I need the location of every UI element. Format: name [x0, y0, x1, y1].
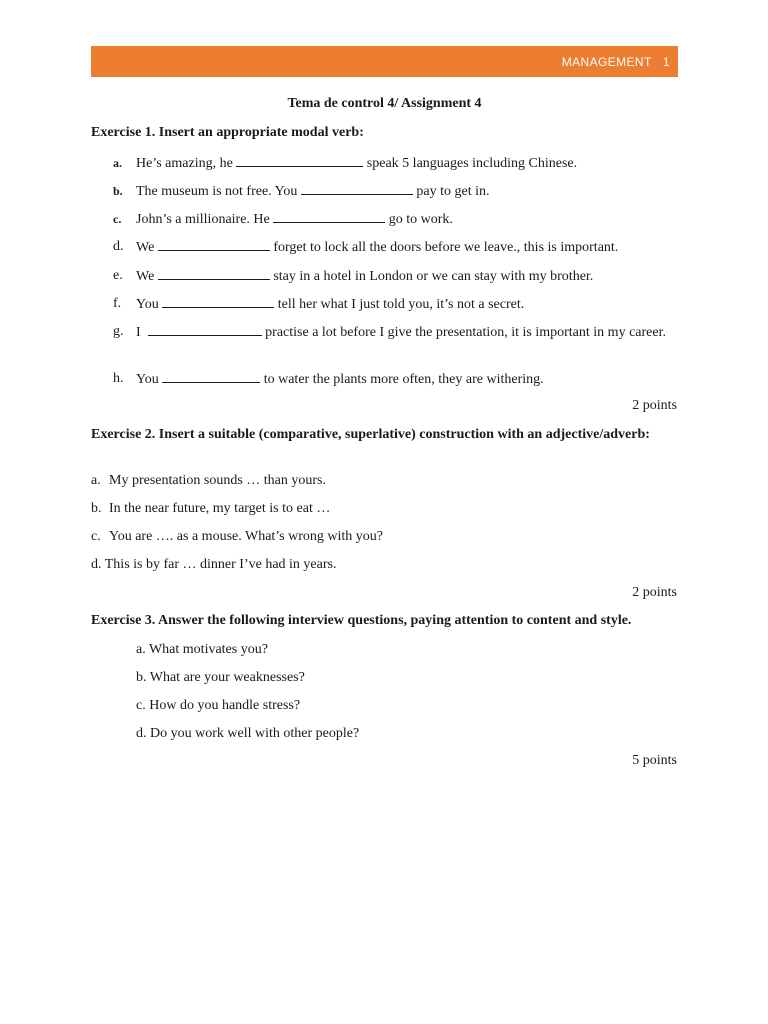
item-label: d.: [136, 726, 147, 741]
item-text-before: John’s a millionaire. He: [136, 212, 270, 227]
item-label: c.: [91, 529, 101, 544]
item-text-after: go to work.: [388, 212, 453, 227]
item-text-before: You: [136, 372, 159, 387]
item-text: [136, 267, 678, 285]
exercise1-heading: Exercise 1. Insert an appropriate modal verb:: [91, 125, 364, 140]
answer-blank: [158, 267, 270, 280]
item-label: a.: [113, 156, 122, 170]
item-label: d.: [113, 239, 124, 254]
item-text: [136, 154, 678, 172]
item-text: [136, 295, 678, 313]
item-text: [136, 210, 678, 228]
item-text: [136, 238, 678, 256]
item-text: Do you work well with other people?: [150, 726, 360, 741]
item-label: c.: [136, 698, 146, 713]
item-text-before: He’s amazing, he: [136, 156, 233, 171]
page-header-bar: [91, 46, 678, 77]
exercise3-item-d: [136, 725, 676, 742]
exercise2-points: 2 points: [632, 585, 677, 600]
exercise3-heading: Exercise 3. Answer the following interview questions, paying attention to content and style.: [91, 613, 632, 628]
item-text: [136, 323, 678, 341]
item-text-before: You: [136, 297, 159, 312]
item-text: [136, 182, 678, 200]
item-text: What motivates you?: [148, 642, 268, 657]
item-text-after: stay in a hotel in London or we can stay with my brother.: [273, 269, 594, 284]
exercise2-item-c: [91, 528, 678, 545]
item-text: My presentation sounds … than yours.: [109, 473, 326, 488]
item-label: e.: [113, 268, 123, 283]
header-text: [562, 55, 670, 69]
item-text-before: I: [136, 325, 141, 340]
exercise1-points: 2 points: [632, 398, 677, 413]
item-text: In the near future, my target is to eat …: [109, 501, 331, 516]
item-text: You are …. as a mouse. What’s wrong with you?: [109, 529, 384, 544]
document-title: Tema de control 4/ Assignment 4: [287, 96, 482, 111]
item-text-after: tell her what I just told you, it’s not a secret.: [277, 297, 525, 312]
exercise2-heading: Exercise 2. Insert a suitable (comparative, superlative) construction with an adjective/adverb:: [91, 427, 650, 442]
exercise2-item-b: [91, 500, 678, 517]
item-text: [136, 370, 678, 388]
answer-blank: [162, 295, 274, 308]
answer-blank: [162, 370, 260, 383]
exercise3-points: 5 points: [632, 753, 677, 768]
exercise3-item-a: [136, 641, 676, 658]
item-label: b.: [136, 670, 147, 685]
exercise2-item-a: [91, 472, 678, 489]
item-label: a.: [91, 473, 101, 488]
answer-blank: [158, 238, 270, 251]
answer-blank: [236, 154, 363, 167]
item-label: c.: [113, 212, 122, 226]
header-section: MANAGEMENT: [561, 55, 652, 69]
item-label: h.: [113, 371, 124, 386]
item-text: What are your weaknesses?: [149, 670, 305, 685]
item-label: b.: [91, 501, 102, 516]
exercise3-item-b: [136, 669, 676, 686]
item-text-after: practise a lot before I give the presentation, it is important in my career.: [265, 325, 666, 340]
item-label: d.: [91, 557, 102, 572]
item-text: This is by far … dinner I’ve had in years.: [104, 557, 337, 572]
item-text-after: pay to get in.: [416, 184, 490, 199]
item-text-after: forget to lock all the doors before we leave., this is important.: [273, 240, 619, 255]
item-label: b.: [113, 184, 123, 198]
item-label: a.: [136, 642, 146, 657]
header-page-number: 1: [662, 55, 670, 69]
item-label: g.: [113, 324, 124, 339]
item-text-before: We: [136, 240, 155, 255]
exercise2-item-d: [91, 556, 678, 573]
item-text-before: The museum is not free. You: [136, 184, 298, 199]
answer-blank: [301, 182, 413, 195]
item-text-after: to water the plants more often, they are withering.: [263, 372, 544, 387]
answer-blank: [148, 323, 262, 336]
item-label: f.: [113, 296, 122, 311]
answer-blank: [273, 210, 385, 223]
item-text: How do you handle stress?: [149, 698, 301, 713]
item-text-after: speak 5 languages including Chinese.: [366, 156, 578, 171]
exercise3-item-c: [136, 697, 676, 714]
item-text-before: We: [136, 269, 155, 284]
